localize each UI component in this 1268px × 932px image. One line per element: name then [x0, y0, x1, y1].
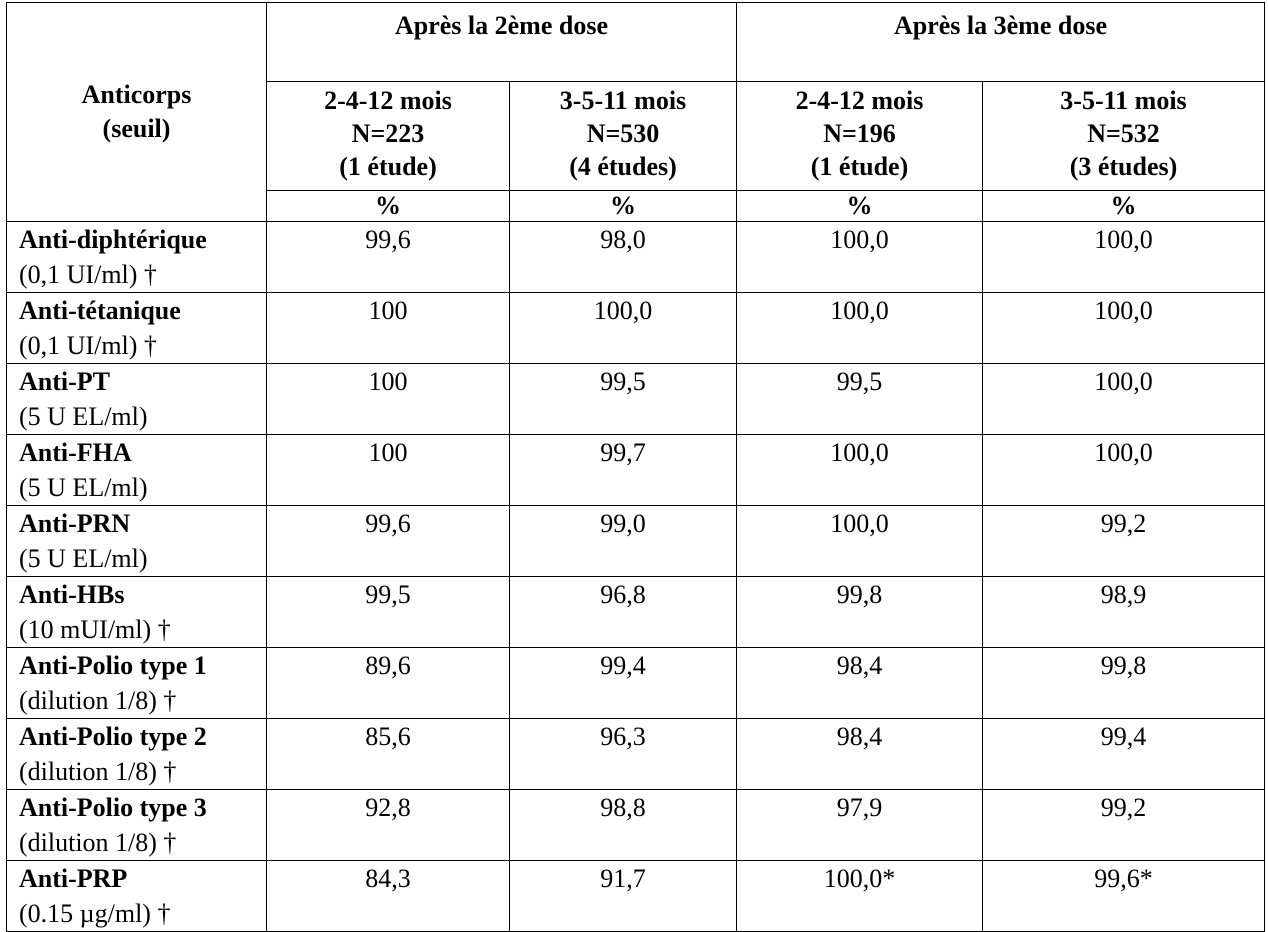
antibody-column-header: [7, 3, 267, 222]
percent-value-cell: 96,8: [510, 577, 737, 648]
percent-value-cell: 99,0: [510, 506, 737, 577]
percent-value-cell: 99,6*: [983, 861, 1265, 932]
table-row: [7, 577, 1265, 648]
antibody-cell: [7, 719, 267, 790]
subgroup-schedule: 2-4-12 mois: [324, 86, 452, 115]
antibody-threshold: (dilution 1/8) †: [19, 757, 177, 786]
antibody-threshold: (10 mUI/ml) †: [19, 615, 171, 644]
antibody-name: Anti-PRP: [19, 864, 128, 893]
percent-value-cell: 100: [267, 293, 510, 364]
percent-value-cell: 99,4: [983, 719, 1265, 790]
percent-value-cell: 100,0: [737, 506, 983, 577]
percent-value-cell: 100,0: [510, 293, 737, 364]
percent-value-cell: 100,0: [983, 293, 1265, 364]
percent-value-cell: 99,6: [267, 222, 510, 293]
antibody-cell: [7, 577, 267, 648]
subgroup-studies: (4 études): [569, 152, 677, 181]
antibody-threshold: (0,1 UI/ml) †: [19, 331, 157, 360]
percent-value-cell: 99,2: [983, 790, 1265, 861]
unit-percent-header: %: [510, 191, 737, 222]
subgroup-schedule: 3-5-11 mois: [1060, 86, 1187, 115]
table-row: [7, 648, 1265, 719]
antibody-name: Anti-HBs: [19, 580, 125, 609]
table-row: [7, 222, 1265, 293]
antibody-name: Anti-PRN: [19, 509, 131, 538]
percent-value-cell: 99,7: [510, 435, 737, 506]
subgroup-n: N=223: [351, 119, 425, 148]
subgroup-studies: (1 étude): [339, 152, 437, 181]
table-row: [7, 364, 1265, 435]
unit-percent-header: %: [737, 191, 983, 222]
antibody-cell: [7, 364, 267, 435]
unit-percent-header: %: [983, 191, 1265, 222]
antibody-threshold: (5 U EL/ml): [19, 402, 148, 431]
antibody-cell: [7, 222, 267, 293]
percent-value-cell: 100,0: [737, 222, 983, 293]
percent-value-cell: 99,2: [983, 506, 1265, 577]
table-row: [7, 790, 1265, 861]
subgroup-studies: (3 études): [1069, 152, 1178, 181]
antibody-response-table: [6, 2, 1265, 932]
antibody-threshold: (dilution 1/8) †: [19, 686, 177, 715]
after-dose-3-header: Après la 3ème dose: [737, 3, 1265, 82]
antibody-name: Anti-FHA: [19, 438, 132, 467]
antibody-threshold: (0.15 µg/ml) †: [19, 899, 171, 928]
percent-value-cell: 100,0: [737, 435, 983, 506]
percent-value-cell: 99,8: [737, 577, 983, 648]
table-row: [7, 719, 1265, 790]
percent-value-cell: 85,6: [267, 719, 510, 790]
percent-value-cell: 100,0*: [737, 861, 983, 932]
table-row: [7, 293, 1265, 364]
percent-value-cell: 100,0: [983, 222, 1265, 293]
subgroup-n: N=532: [1087, 119, 1160, 148]
table-row: [7, 506, 1265, 577]
antibody-cell: [7, 293, 267, 364]
percent-value-cell: 99,6: [267, 506, 510, 577]
subgroup-header: [510, 82, 737, 191]
antibody-cell: [7, 790, 267, 861]
antibody-threshold: (dilution 1/8) †: [19, 828, 177, 857]
antibody-header-label: Anticorps: [81, 80, 192, 109]
percent-value-cell: 100,0: [737, 293, 983, 364]
antibody-name: Anti-tétanique: [19, 296, 181, 325]
subgroup-header: [737, 82, 983, 191]
percent-value-cell: 98,0: [510, 222, 737, 293]
subgroup-n: N=196: [823, 119, 896, 148]
antibody-name: Anti-PT: [19, 367, 110, 396]
antibody-threshold: (5 U EL/ml): [19, 473, 148, 502]
antibody-threshold: (5 U EL/ml): [19, 544, 148, 573]
antibody-cell: [7, 435, 267, 506]
percent-value-cell: 99,4: [510, 648, 737, 719]
antibody-name: Anti-Polio type 2: [19, 722, 207, 751]
after-dose-2-header: Après la 2ème dose: [267, 3, 737, 82]
percent-value-cell: 98,4: [737, 648, 983, 719]
percent-value-cell: 100: [267, 435, 510, 506]
table-row: [7, 861, 1265, 932]
percent-value-cell: 98,9: [983, 577, 1265, 648]
percent-value-cell: 100,0: [983, 435, 1265, 506]
percent-value-cell: 100,0: [983, 364, 1265, 435]
percent-value-cell: 98,4: [737, 719, 983, 790]
antibody-cell: [7, 861, 267, 932]
percent-value-cell: 100: [267, 364, 510, 435]
antibody-cell: [7, 648, 267, 719]
percent-value-cell: 89,6: [267, 648, 510, 719]
subgroup-schedule: 2-4-12 mois: [795, 86, 924, 115]
percent-value-cell: 99,5: [267, 577, 510, 648]
table-row: [7, 435, 1265, 506]
percent-value-cell: 99,5: [510, 364, 737, 435]
percent-value-cell: 84,3: [267, 861, 510, 932]
percent-value-cell: 99,8: [983, 648, 1265, 719]
antibody-threshold: (0,1 UI/ml) †: [19, 260, 157, 289]
unit-percent-header: %: [267, 191, 510, 222]
subgroup-schedule: 3-5-11 mois: [559, 86, 687, 115]
percent-value-cell: 97,9: [737, 790, 983, 861]
percent-value-cell: 92,8: [267, 790, 510, 861]
percent-value-cell: 98,8: [510, 790, 737, 861]
antibody-name: Anti-Polio type 1: [19, 651, 207, 680]
percent-value-cell: 96,3: [510, 719, 737, 790]
threshold-header-label: (seuil): [102, 114, 171, 143]
subgroup-studies: (1 étude): [810, 152, 909, 181]
subgroup-header: [267, 82, 510, 191]
percent-value-cell: 99,5: [737, 364, 983, 435]
antibody-name: Anti-Polio type 3: [19, 793, 207, 822]
percent-value-cell: 91,7: [510, 861, 737, 932]
antibody-name: Anti-diphtérique: [19, 225, 207, 254]
subgroup-n: N=530: [586, 119, 660, 148]
subgroup-header: [983, 82, 1265, 191]
antibody-cell: [7, 506, 267, 577]
